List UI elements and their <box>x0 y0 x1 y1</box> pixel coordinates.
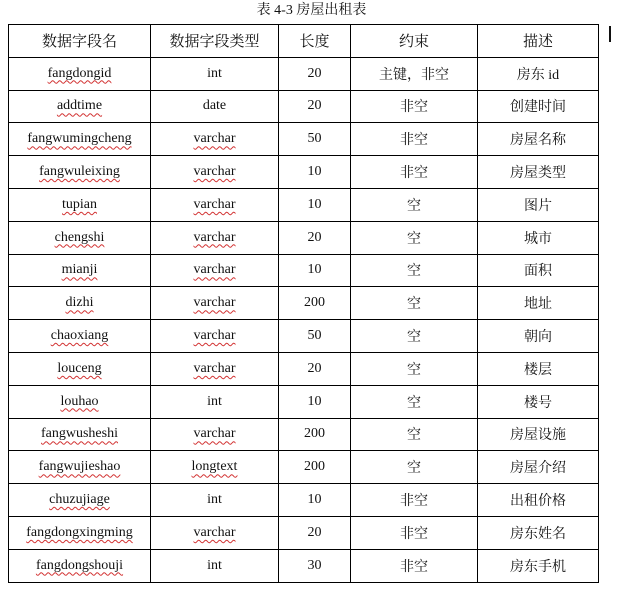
constraint-cell: 空 <box>351 320 478 353</box>
field-name-cell: fangwumingcheng <box>9 123 151 156</box>
constraint-cell: 空 <box>351 287 478 320</box>
table-row <box>9 320 599 353</box>
field-type-cell: varchar <box>151 221 279 254</box>
description-cell: 楼号 <box>478 385 599 418</box>
table-row <box>9 352 599 385</box>
header-field-name: 数据字段名 <box>9 25 151 58</box>
field-type-cell: int <box>151 385 279 418</box>
description-cell: 面积 <box>478 254 599 287</box>
field-type-cell: varchar <box>151 287 279 320</box>
field-type-cell: varchar <box>151 516 279 549</box>
length-cell: 10 <box>279 385 351 418</box>
table-row <box>9 385 599 418</box>
description-cell: 房东手机 <box>478 549 599 582</box>
table-row <box>9 549 599 582</box>
field-name-cell: chaoxiang <box>9 320 151 353</box>
field-type-cell: varchar <box>151 352 279 385</box>
length-cell: 20 <box>279 221 351 254</box>
table-caption: 表 4-3 房屋出租表 <box>256 3 367 18</box>
header-length: 长度 <box>279 25 351 58</box>
description-cell: 房东 id <box>478 57 599 90</box>
field-name-cell: tupian <box>9 188 151 221</box>
field-spec-table <box>8 24 599 583</box>
field-name-cell: fangdongshouji <box>9 549 151 582</box>
field-name-cell: addtime <box>9 90 151 123</box>
field-type-cell: varchar <box>151 254 279 287</box>
field-name-cell: chengshi <box>9 221 151 254</box>
table-row <box>9 484 599 517</box>
length-cell: 10 <box>279 188 351 221</box>
field-type-cell: varchar <box>151 188 279 221</box>
constraint-cell: 主键，非空 <box>351 57 478 90</box>
constraint-cell: 空 <box>351 352 478 385</box>
table-row <box>9 90 599 123</box>
constraint-cell: 非空 <box>351 549 478 582</box>
description-cell: 图片 <box>478 188 599 221</box>
table-row <box>9 451 599 484</box>
constraint-cell: 空 <box>351 418 478 451</box>
table-row <box>9 188 599 221</box>
length-cell: 10 <box>279 156 351 189</box>
length-cell: 30 <box>279 549 351 582</box>
constraint-cell: 空 <box>351 451 478 484</box>
constraint-cell: 非空 <box>351 484 478 517</box>
field-type-cell: longtext <box>151 451 279 484</box>
field-name-cell: fangwuleixing <box>9 156 151 189</box>
field-name-cell: dizhi <box>9 287 151 320</box>
table-row <box>9 254 599 287</box>
table-body <box>9 57 599 582</box>
table-row <box>9 418 599 451</box>
header-description: 描述 <box>478 25 599 58</box>
description-cell: 房屋设施 <box>478 418 599 451</box>
field-name-cell: mianji <box>9 254 151 287</box>
constraint-cell: 空 <box>351 188 478 221</box>
table-row <box>9 516 599 549</box>
description-cell: 房屋类型 <box>478 156 599 189</box>
constraint-cell: 空 <box>351 254 478 287</box>
field-type-cell: int <box>151 549 279 582</box>
field-type-cell: date <box>151 90 279 123</box>
table-row <box>9 123 599 156</box>
field-name-cell: louceng <box>9 352 151 385</box>
description-cell: 房屋介绍 <box>478 451 599 484</box>
length-cell: 20 <box>279 90 351 123</box>
table-row <box>9 156 599 189</box>
description-cell: 房屋名称 <box>478 123 599 156</box>
field-type-cell: varchar <box>151 320 279 353</box>
field-name-cell: fangdongxingming <box>9 516 151 549</box>
table-row <box>9 221 599 254</box>
length-cell: 20 <box>279 352 351 385</box>
header-constraint: 约束 <box>351 25 478 58</box>
field-name-cell: louhao <box>9 385 151 418</box>
length-cell: 50 <box>279 320 351 353</box>
length-cell: 200 <box>279 287 351 320</box>
constraint-cell: 非空 <box>351 156 478 189</box>
length-cell: 50 <box>279 123 351 156</box>
length-cell: 200 <box>279 451 351 484</box>
field-type-cell: varchar <box>151 418 279 451</box>
table-row <box>9 287 599 320</box>
field-name-cell: fangwujieshao <box>9 451 151 484</box>
constraint-cell: 空 <box>351 221 478 254</box>
constraint-cell: 非空 <box>351 516 478 549</box>
field-type-cell: varchar <box>151 123 279 156</box>
description-cell: 楼层 <box>478 352 599 385</box>
length-cell: 10 <box>279 254 351 287</box>
description-cell: 创建时间 <box>478 90 599 123</box>
header-row <box>9 25 599 58</box>
length-cell: 20 <box>279 57 351 90</box>
field-type-cell: varchar <box>151 156 279 189</box>
length-cell: 20 <box>279 516 351 549</box>
field-type-cell: int <box>151 484 279 517</box>
field-name-cell: fangwusheshi <box>9 418 151 451</box>
description-cell: 城市 <box>478 221 599 254</box>
constraint-cell: 非空 <box>351 90 478 123</box>
header-field-type: 数据字段类型 <box>151 25 279 58</box>
constraint-cell: 空 <box>351 385 478 418</box>
description-cell: 地址 <box>478 287 599 320</box>
field-name-cell: fangdongid <box>9 57 151 90</box>
field-name-cell: chuzujiage <box>9 484 151 517</box>
description-cell: 出租价格 <box>478 484 599 517</box>
text-cursor <box>609 26 611 42</box>
field-type-cell: int <box>151 57 279 90</box>
table-row <box>9 57 599 90</box>
description-cell: 房东姓名 <box>478 516 599 549</box>
length-cell: 200 <box>279 418 351 451</box>
length-cell: 10 <box>279 484 351 517</box>
description-cell: 朝向 <box>478 320 599 353</box>
constraint-cell: 非空 <box>351 123 478 156</box>
